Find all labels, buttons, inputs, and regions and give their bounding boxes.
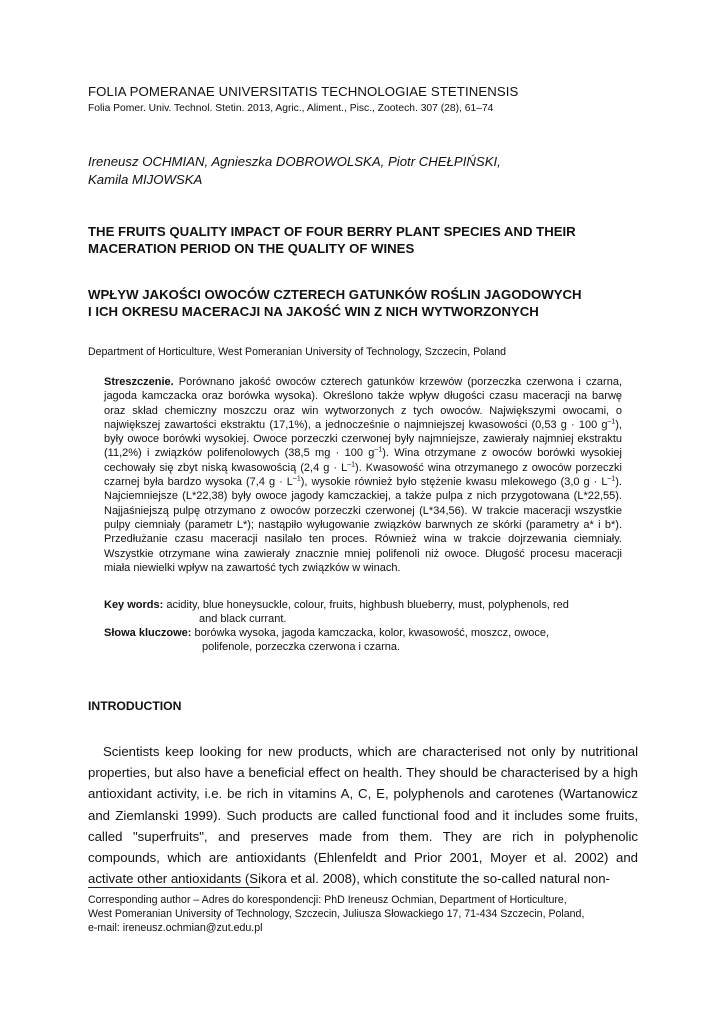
abstract-text-2: ), były owoce borówki wysokiej. Owoce porzeczki czerwonej były najmniejsze, zawierały najmniej ekstraktu (11,2%) i związków polifenolowych (38,5 mg · 100 g xyxy=(104,418,622,460)
authors-line-1: Ireneusz OCHMIAN, Agnieszka DOBROWOLSKA, Piotr CHEŁPIŃSKI, xyxy=(88,154,501,169)
abstract-text-3: ). Wina otrzymane z owoców borówki wysokiej cechowały się zbyt niską kwasowością (2,4 g · L xyxy=(104,447,622,474)
abstract xyxy=(104,375,622,575)
section-heading-introduction: INTRODUCTION xyxy=(88,699,182,713)
keywords-en-label: Key words: xyxy=(104,599,164,611)
footnote xyxy=(88,893,638,935)
abstract-sup-4: –1 xyxy=(292,475,301,483)
title-pl-line-2: I ICH OKRESU MACERACJI NA JAKOŚĆ WIN Z NICH WYTWORZONYCH xyxy=(88,304,539,319)
journal-reference: Folia Pomer. Univ. Technol. Stetin. 2013, Agric., Aliment., Pisc., Zootech. 307 (28), 61–74 xyxy=(88,103,494,114)
authors-line-2: Kamila MIJOWSKA xyxy=(88,172,203,187)
title-en-line-2: MACERATION PERIOD ON THE QUALITY OF WINES xyxy=(88,241,415,256)
footnote-divider xyxy=(88,887,260,888)
abstract-sup-3: –1 xyxy=(347,461,356,469)
abstract-sup-2: –1 xyxy=(374,446,383,454)
footnote-line-1: Corresponding author – Adres do korespondencji: PhD Ireneusz Ochmian, Department of Horticulture, xyxy=(88,894,567,906)
abstract-sup-5: –1 xyxy=(607,475,616,483)
keywords-polish xyxy=(104,626,624,655)
footnote-line-3: e-mail: ireneusz.ochmian@zut.edu.pl xyxy=(88,922,263,934)
keywords-en-line-2: and black currant. xyxy=(199,613,287,626)
footnote-line-2: West Pomeranian University of Technology, Szczecin, Juliusza Słowackiego 17, 71-434 Szczecin, Poland, xyxy=(88,908,585,920)
abstract-text-6: ). Najciemniejsze (L*22,38) były owoce jagody kamczackiej, a także pulpa z nich przygotowana (L*22,55). Najjaśniejszą pulpę otrzymano z owoców porzeczki czerwonej (L*34,56). W trakcie maceracji wszystkie pulpy ciemniały (parametr L*); nastąpiło wyługowanie związków barwnych ze skórki (parametry a* i b*). Przedłużanie czasu maceracji nasilało ten proces. Również wina w trakcie dojrzewania ciemniały. Wszystkie otrzymane wina zawierały znacznie mniej polifenoli niż owoce. Długość procesu maceracji miała niewielki wpływ na zawartość tych związków w winach. xyxy=(104,476,622,574)
keywords-pl-line-2: polifenole, porzeczka czerwona i czarna. xyxy=(202,641,401,654)
keywords-en-line-1: acidity, blue honeysuckle, colour, fruits, highbush blueberry, must, polyphenols, red xyxy=(163,599,569,611)
title-en-line-1: THE FRUITS QUALITY IMPACT OF FOUR BERRY PLANT SPECIES AND THEIR xyxy=(88,224,576,239)
paper-title-polish xyxy=(88,286,648,320)
abstract-text-1: Porównano jakość owoców czterech gatunków krzewów (porzeczka czerwona i czarna, jagoda kamczacka oraz borówka wysoka). Określono także wpływ długości czasu maceracji na barwę oraz skład chemiczny moszczu oraz win wytworzonych z tych owoców. Największymi owocami, o największej zawartości ekstraktu (17,1%), a jednocześnie o najmniejszej kwasowości (0,53 g · 100 g xyxy=(104,376,622,431)
abstract-sup-1: –1 xyxy=(607,418,616,426)
abstract-label: Streszczenie. xyxy=(104,376,174,388)
title-pl-line-1: WPŁYW JAKOŚCI OWOCÓW CZTERECH GATUNKÓW ROŚLIN JAGODOWYCH xyxy=(88,287,582,302)
paper-title-english xyxy=(88,223,648,257)
author-list xyxy=(88,153,501,189)
keywords-pl-label: Słowa kluczowe: xyxy=(104,627,192,639)
affiliation: Department of Horticulture, West Pomeranian University of Technology, Szczecin, Poland xyxy=(88,346,507,358)
journal-title: FOLIA POMERANAE UNIVERSITATIS TECHNOLOGIAE STETINENSIS xyxy=(88,84,519,99)
keywords-pl-line-1: borówka wysoka, jagoda kamczacka, kolor, kwasowość, moszcz, owoce, xyxy=(191,627,550,639)
keywords-english xyxy=(104,598,624,627)
introduction-paragraph: Scientists keep looking for new products, which are characterised not only by nutritional properties, but also have a beneficial effect on health. They should be characterised by a high antioxidant activity, i.e. be rich in vitamins A, C, E, polyphenols and carotenes (Wartanowicz and Ziemlanski 1999). Such products are called functional food and it includes some fruits, called "superfruits", and preserves made from them. They are rich in polyphenolic compounds, which are antioxidants (Ehlenfeldt and Prior 2001, Moyer et al. 2002) and activate other antioxidants (Sikora et al. 2008), which constitute the so-called natural non- xyxy=(88,744,638,887)
abstract-text-4: ). Kwasowość wina otrzymanego z owoców porzeczki czarnej była bardzo wysoka (7,4 g · L xyxy=(104,461,622,489)
abstract-text-5: ), wysokie również było stężenie kwasu mlekowego (3,0 g · L xyxy=(300,476,608,489)
